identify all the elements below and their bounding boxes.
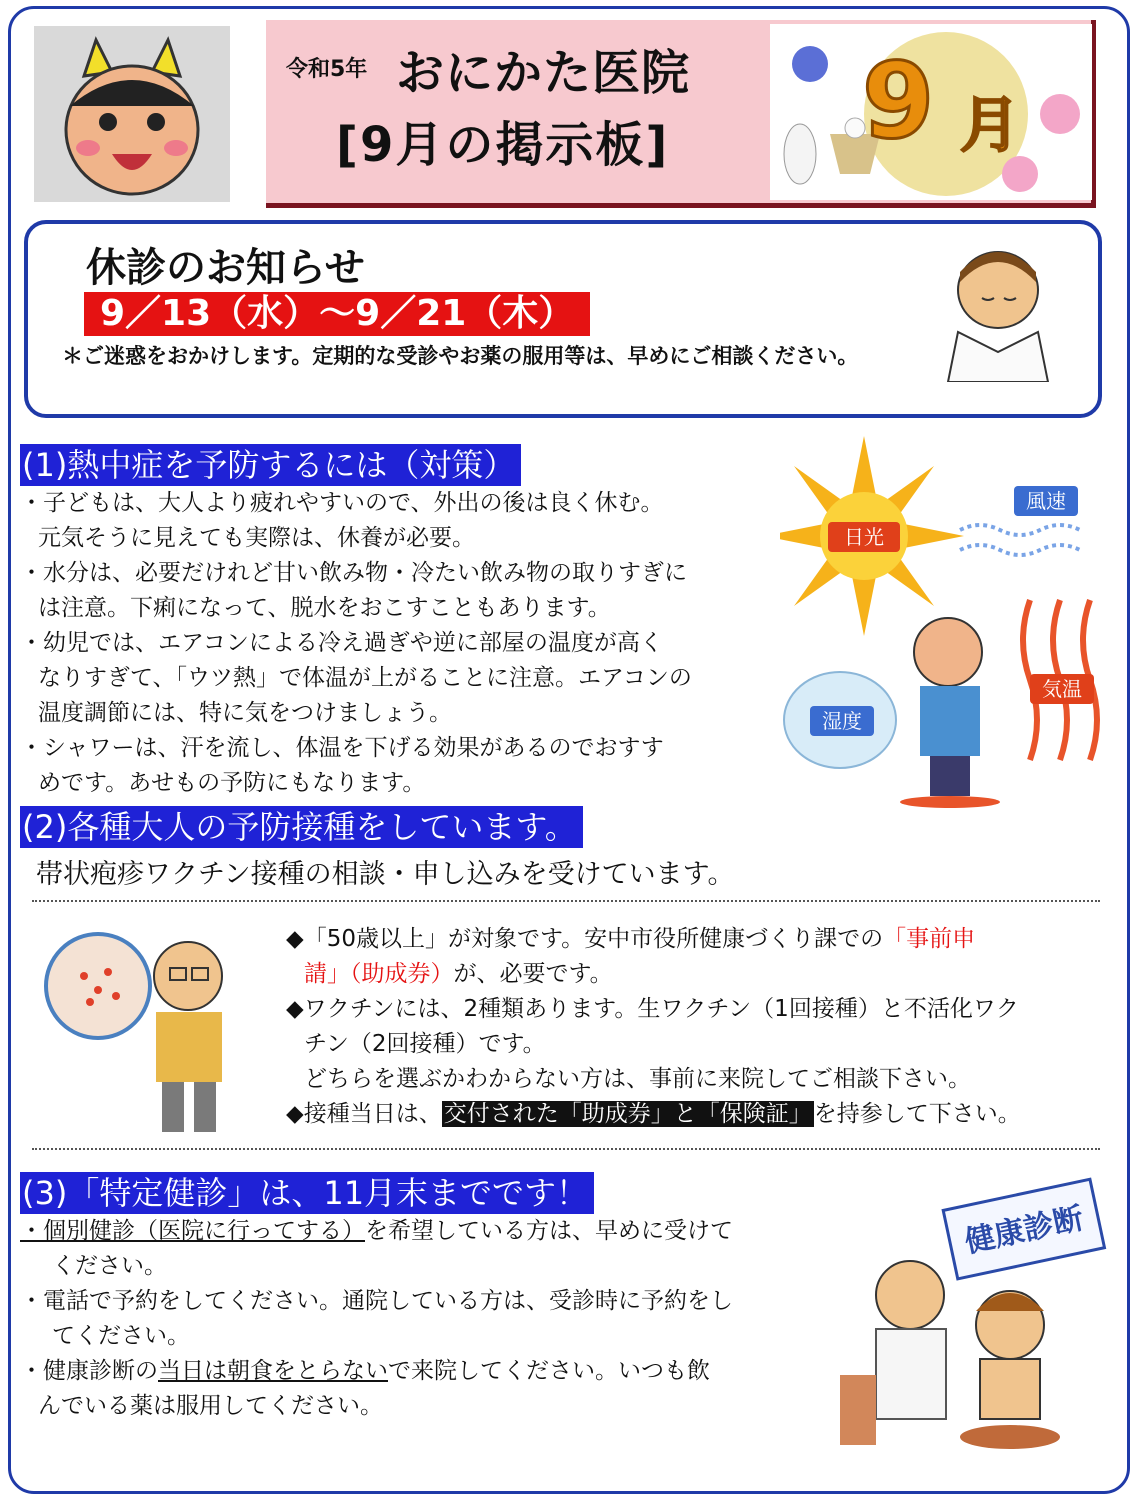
- vaccine-item3-end: を持参して下さい。: [813, 1101, 1021, 1127]
- section3-line1-underlined: ・個別健診（医院に行ってする）: [20, 1218, 365, 1244]
- section1-heading: (1)熱中症を予防するには（対策）: [20, 444, 521, 486]
- section1-line: 元気そうに見えても実際は、休養が必要。: [38, 525, 475, 551]
- vaccine-info-box: [32, 900, 1100, 1150]
- section1-line: 温度調節には、特に気をつけましょう。: [38, 700, 452, 726]
- vaccine-item2-note: どちらを選ぶかわからない方は、事前に来院してご相談下さい。: [304, 1066, 971, 1092]
- vaccine-item2-text: ◆ワクチンには、2種類あります。生ワクチン（1回接種）と不活化ワク: [286, 996, 1019, 1022]
- vaccine-item3-highlight: 交付された「助成券」と「保険証」: [443, 1101, 812, 1127]
- section1-body: [20, 486, 780, 801]
- section3-line3a: ・健康診断の: [20, 1358, 158, 1384]
- vaccine-item1-red: 「事前申: [883, 926, 976, 952]
- health-checkup-illustration: [820, 1175, 1120, 1455]
- vaccine-item2-cont: チン（2回接種）です。: [304, 1031, 546, 1057]
- section3-line3b: で来院してください。いつも飲: [388, 1358, 710, 1384]
- oni-mascot-image: [34, 26, 230, 202]
- section3-heading: (3)「特定健診」は、11月末までです！: [20, 1172, 594, 1214]
- section3-line1: を希望している方は、早めに受けて: [365, 1218, 733, 1244]
- bowing-doctor-image: [918, 232, 1078, 382]
- vaccine-lead-text: 帯状疱疹ワクチン接種の相談・申し込みを受けています。: [36, 859, 735, 890]
- section1-line: なりすぎて、「ウツ熱」で体温が上がることに注意。エアコンの: [38, 665, 692, 691]
- section3-line3-cont: んでいる薬は服用してください。: [38, 1393, 383, 1419]
- shingles-patient-image: [38, 916, 248, 1136]
- section3-line1-cont: ください。: [52, 1253, 167, 1279]
- vaccine-details: [286, 922, 1086, 1132]
- heatstroke-illustration: [780, 430, 1120, 810]
- closure-notice: [24, 220, 1102, 418]
- month-badge: [770, 24, 1092, 200]
- section1-line: ・シャワーは、汗を流し、体温を下げる効果があるのでおすす: [20, 735, 664, 761]
- section3-line2-cont: てください。: [52, 1323, 190, 1349]
- closure-dates: 9／13（水）～9／21（木）: [84, 292, 590, 336]
- section1-line: ・水分は、必要だけれど甘い飲み物・冷たい飲み物の取りすぎに: [20, 560, 687, 586]
- month-number: 9: [862, 40, 935, 162]
- wind-label: 風速: [1026, 489, 1066, 513]
- vaccine-item1-text: ◆「50歳以上」が対象です。安中市役所健康づくり課での: [286, 926, 884, 952]
- month-suffix: 月: [960, 91, 1020, 161]
- notice-title: 休診のお知らせ: [86, 245, 365, 291]
- sun-label: 日光: [844, 525, 884, 549]
- page-title: [9月の掲示板]: [336, 117, 670, 173]
- temperature-label: 気温: [1042, 677, 1082, 701]
- section1-line: ・子どもは、大人より疲れやすいので、外出の後は良く休む。: [20, 490, 664, 516]
- vaccine-item3-text: ◆接種当日は、: [286, 1101, 442, 1127]
- section1-line: めです。あせもの予防にもなります。: [38, 770, 426, 796]
- checkup-sign: 健康診断: [961, 1200, 1087, 1261]
- section2-heading: (2)各種大人の予防接種をしています。: [20, 806, 583, 848]
- notice-note: ＊ご迷惑をおかけします。定期的な受診やお薬の服用等は、早めにご相談ください。: [62, 344, 859, 368]
- section3-body: [20, 1214, 820, 1424]
- clinic-name: おにかた医院: [396, 45, 691, 101]
- section3-line2: ・電話で予約をしてください。通院している方は、受診時に予約をし: [20, 1288, 733, 1314]
- year-label: 令和5年: [286, 57, 368, 82]
- section3-line3-underlined: 当日は朝食をとらない: [158, 1358, 388, 1384]
- title-banner: [266, 20, 1096, 208]
- vaccine-item1-red-cont: 請」（助成券）: [304, 961, 454, 987]
- section1-line: ・幼児では、エアコンによる冷え過ぎや逆に部屋の温度が高く: [20, 630, 663, 656]
- humidity-label: 湿度: [822, 709, 862, 733]
- vaccine-item1-end: が、必要です。: [453, 961, 613, 987]
- section1-line: は注意。下痢になって、脱水をおこすこともあります。: [38, 595, 611, 621]
